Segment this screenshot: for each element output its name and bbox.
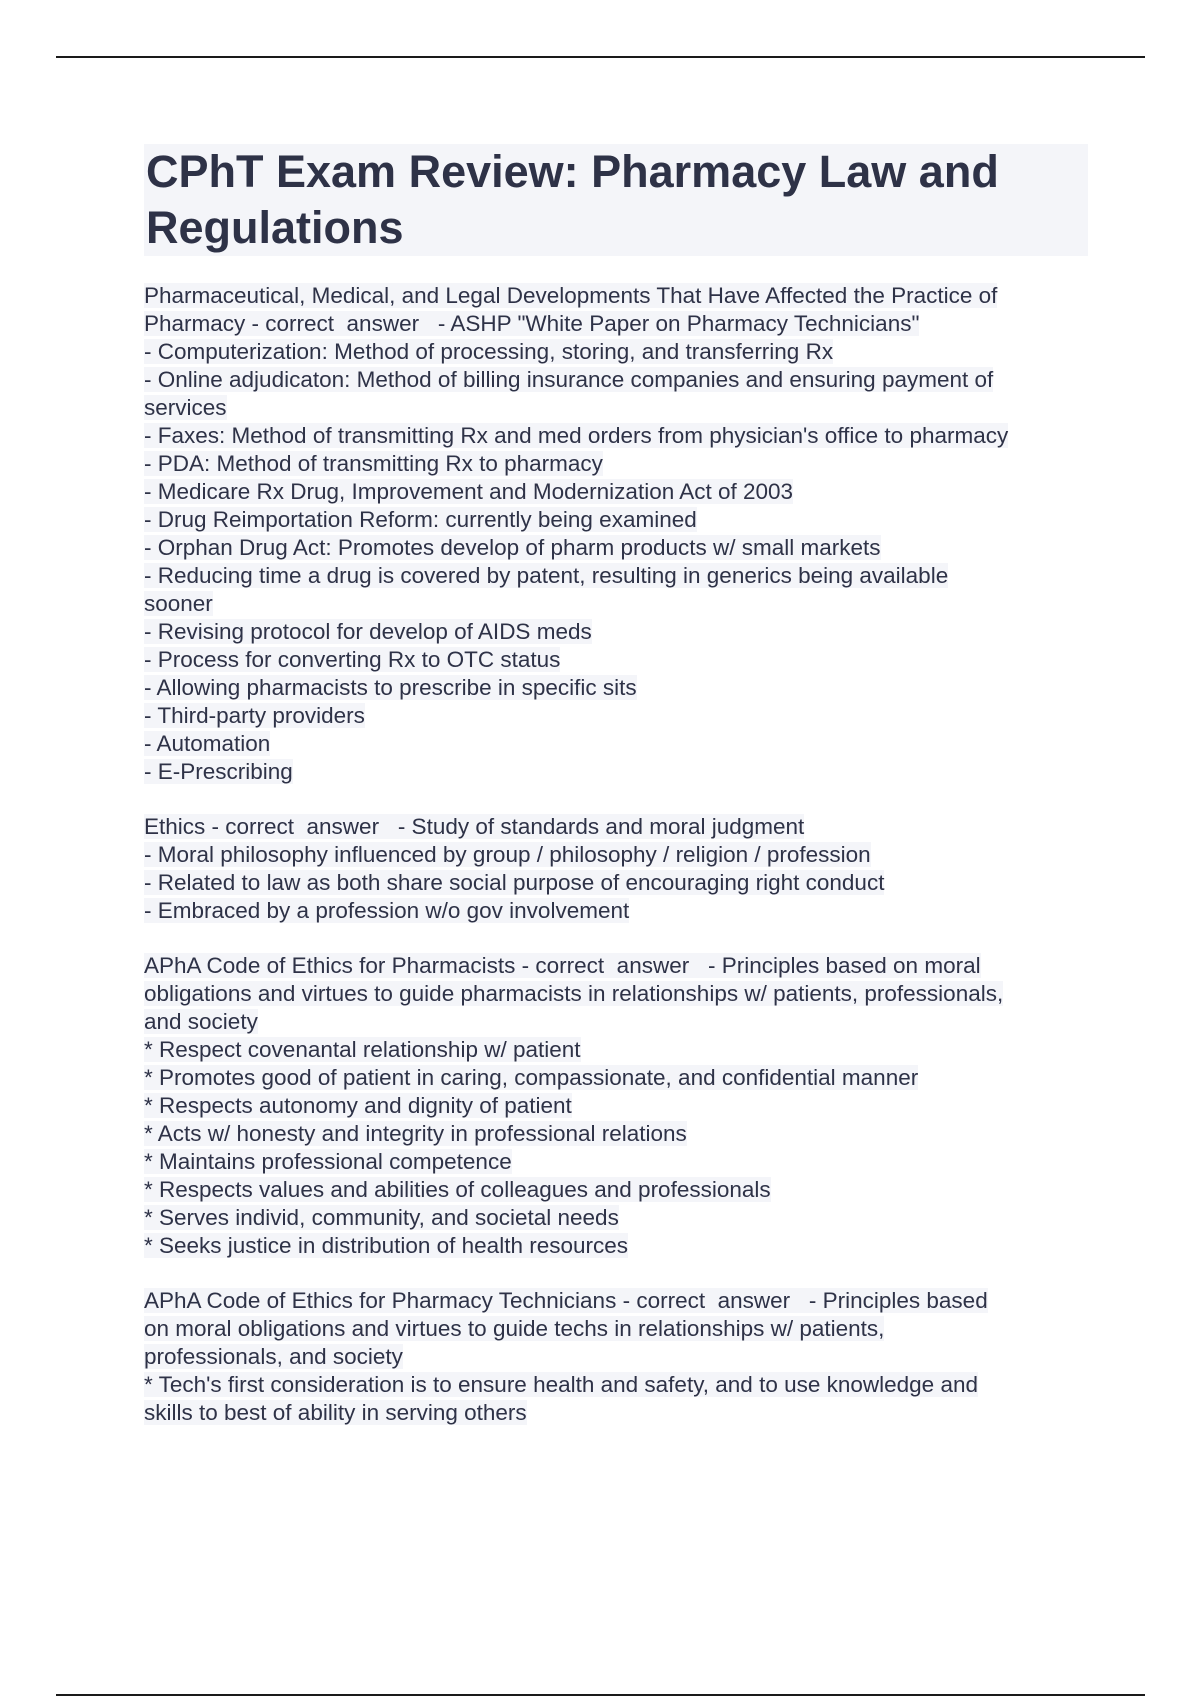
text-line: [144, 366, 1088, 394]
text-line: [144, 980, 1088, 1008]
text-line: [144, 869, 1088, 897]
top-rule: [56, 56, 1145, 58]
line-text: professionals, and society: [144, 1344, 403, 1369]
text-line: [144, 1148, 1088, 1176]
bottom-rule: [56, 1694, 1145, 1696]
line-text: Pharmacy - correct answer - ASHP "White Paper on Pharmacy Technicians": [144, 311, 920, 336]
text-line: [144, 1204, 1088, 1232]
line-text: - Third-party providers: [144, 703, 365, 728]
text-line: [144, 841, 1088, 869]
text-line: [144, 1232, 1088, 1260]
text-line: [144, 730, 1088, 758]
text-line: [144, 338, 1088, 366]
text-line: [144, 758, 1088, 786]
line-text: - Drug Reimportation Reform: currently being examined: [144, 507, 697, 532]
text-line: [144, 394, 1088, 422]
line-text: * Respects autonomy and dignity of patient: [144, 1093, 572, 1118]
line-text: skills to best of ability in serving others: [144, 1400, 527, 1425]
text-line: [144, 310, 1088, 338]
line-text: - Orphan Drug Act: Promotes develop of pharm products w/ small markets: [144, 535, 881, 560]
text-line: [144, 1036, 1088, 1064]
text-line: [144, 813, 1088, 841]
line-text: - Medicare Rx Drug, Improvement and Modernization Act of 2003: [144, 479, 794, 504]
text-line: [144, 1371, 1088, 1399]
line-text: on moral obligations and virtues to guide techs in relationships w/ patients,: [144, 1316, 885, 1341]
text-line: [144, 674, 1088, 702]
text-line: [144, 1092, 1088, 1120]
line-text: * Promotes good of patient in caring, compassionate, and confidential manner: [144, 1065, 919, 1090]
text-line: [144, 952, 1088, 980]
text-line: [144, 702, 1088, 730]
text-line: [144, 422, 1088, 450]
line-text: - Reducing time a drug is covered by patent, resulting in generics being available: [144, 563, 949, 588]
line-text: obligations and virtues to guide pharmacists in relationships w/ patients, professionals,: [144, 981, 1004, 1006]
line-text: - Process for converting Rx to OTC status: [144, 647, 561, 672]
line-text: Pharmaceutical, Medical, and Legal Developments That Have Affected the Practice of: [144, 283, 998, 308]
qa-block: [144, 282, 1088, 786]
line-text: - PDA: Method of transmitting Rx to pharmacy: [144, 451, 603, 476]
text-line: [144, 590, 1088, 618]
line-text: * Seeks justice in distribution of health resources: [144, 1233, 629, 1258]
text-line: [144, 897, 1088, 925]
line-text: * Maintains professional competence: [144, 1149, 512, 1174]
text-line: [144, 618, 1088, 646]
text-line: [144, 1343, 1088, 1371]
line-text: * Respects values and abilities of colleagues and professionals: [144, 1177, 771, 1202]
line-text: * Acts w/ honesty and integrity in professional relations: [144, 1121, 687, 1146]
text-line: [144, 1008, 1088, 1036]
text-line: [144, 478, 1088, 506]
qa-block: [144, 1287, 1088, 1427]
text-line: [144, 562, 1088, 590]
question-answer-list: [144, 282, 1088, 1427]
qa-block: [144, 952, 1088, 1260]
line-text: and society: [144, 1009, 258, 1034]
text-line: [144, 450, 1088, 478]
line-text: - Computerization: Method of processing, storing, and transferring Rx: [144, 339, 834, 364]
title-line: CPhT Exam Review: Pharmacy Law and: [146, 146, 999, 197]
text-line: [144, 1120, 1088, 1148]
line-text: sooner: [144, 591, 213, 616]
line-text: * Tech's first consideration is to ensure health and safety, and to use knowledge and: [144, 1372, 978, 1397]
line-text: * Serves individ, community, and societal needs: [144, 1205, 619, 1230]
text-line: [144, 506, 1088, 534]
line-text: APhA Code of Ethics for Pharmacists - correct answer - Principles based on moral: [144, 953, 981, 978]
text-line: [144, 1315, 1088, 1343]
line-text: - Related to law as both share social purpose of encouraging right conduct: [144, 870, 885, 895]
page-title: [144, 144, 1088, 256]
line-text: * Respect covenantal relationship w/ patient: [144, 1037, 581, 1062]
line-text: - Automation: [144, 731, 271, 756]
line-text: - Moral philosophy influenced by group / philosophy / religion / profession: [144, 842, 871, 867]
document-body: [144, 144, 1088, 1454]
title-line: Regulations: [146, 202, 404, 253]
line-text: - Online adjudicaton: Method of billing insurance companies and ensuring payment of: [144, 367, 994, 392]
text-line: [144, 534, 1088, 562]
text-line: [144, 1287, 1088, 1315]
line-text: - Revising protocol for develop of AIDS meds: [144, 619, 592, 644]
qa-block: [144, 813, 1088, 925]
line-text: - Embraced by a profession w/o gov involvement: [144, 898, 630, 923]
text-line: [144, 1399, 1088, 1427]
text-line: [144, 1176, 1088, 1204]
line-text: services: [144, 395, 227, 420]
line-text: - Allowing pharmacists to prescribe in specific sits: [144, 675, 637, 700]
line-text: Ethics - correct answer - Study of standards and moral judgment: [144, 814, 805, 839]
text-line: [144, 1064, 1088, 1092]
line-text: - Faxes: Method of transmitting Rx and med orders from physician's office to pharmacy: [144, 423, 1009, 448]
text-line: [144, 282, 1088, 310]
line-text: APhA Code of Ethics for Pharmacy Technicians - correct answer - Principles based: [144, 1288, 988, 1313]
line-text: - E-Prescribing: [144, 759, 293, 784]
text-line: [144, 646, 1088, 674]
